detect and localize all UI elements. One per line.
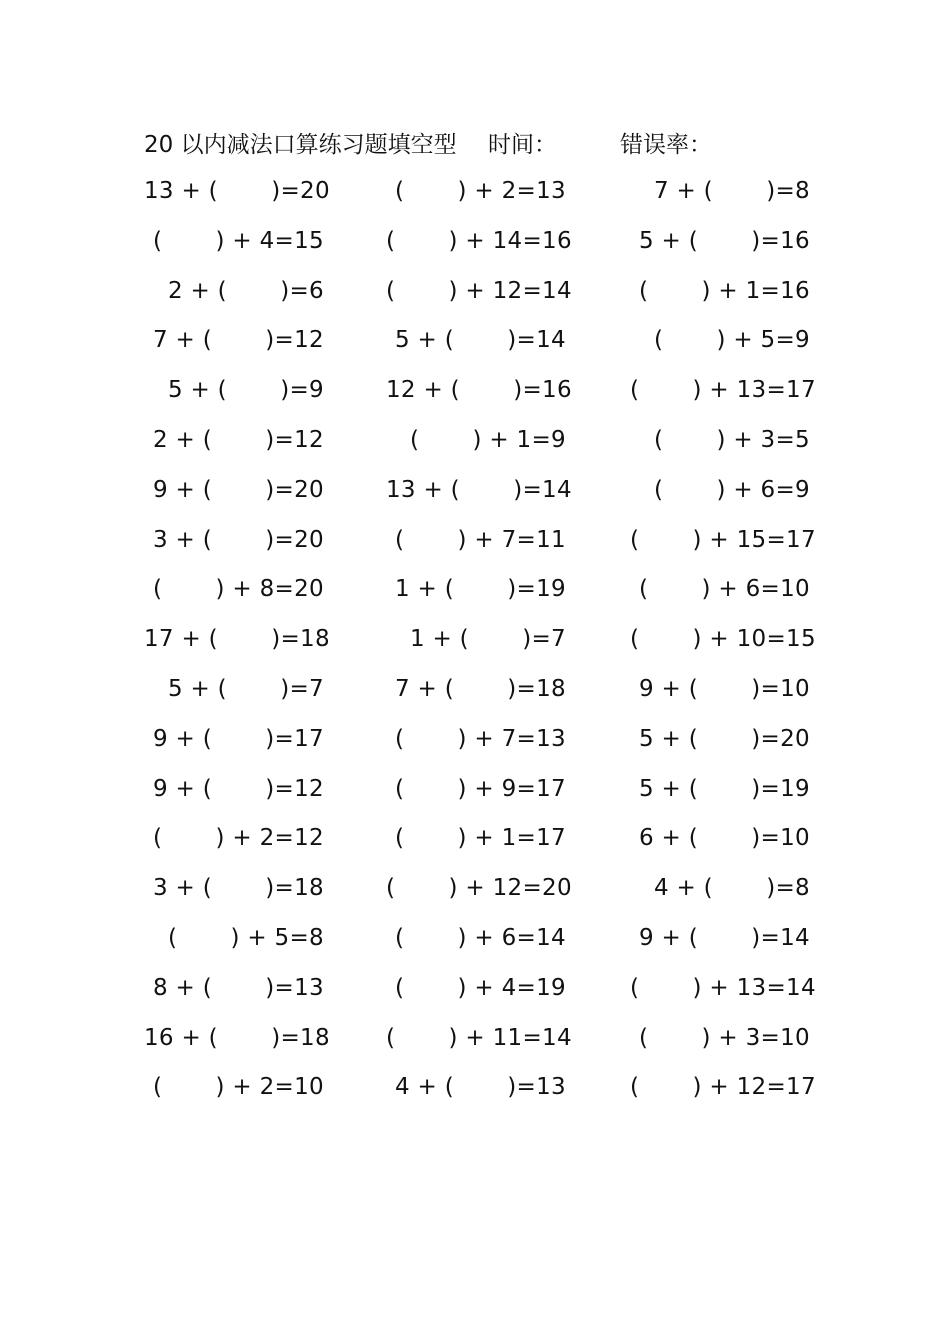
problem-item: ( ) + 12=20	[386, 875, 572, 902]
problem-item: ( ) + 3=10	[639, 1024, 810, 1051]
problem-item: ( ) + 14=16	[386, 227, 572, 254]
problem-item: 9 + ( )=14	[639, 924, 810, 951]
problem-column-2	[386, 174, 572, 1120]
problem-item: ( ) + 10=15	[630, 626, 816, 653]
problem-item: ( ) + 13=14	[630, 974, 816, 1001]
problem-item: 1 + ( )=19	[395, 576, 566, 603]
problem-item: 8 + ( )=13	[153, 974, 324, 1001]
problem-item: ( ) + 7=13	[395, 725, 566, 752]
problem-item: ( ) + 6=10	[639, 576, 810, 603]
problem-item: 6 + ( )=10	[639, 825, 810, 852]
problem-item: ( ) + 8=20	[153, 576, 324, 603]
problem-item: ( ) + 12=14	[386, 277, 572, 304]
worksheet-header	[0, 126, 950, 158]
problem-item: 7 + ( )=12	[153, 327, 324, 354]
problem-item: 5 + ( )=20	[639, 725, 810, 752]
problem-item: 5 + ( )=19	[639, 775, 810, 802]
problem-item: 9 + ( )=20	[153, 476, 324, 503]
problem-item: 5 + ( )=16	[639, 227, 810, 254]
problem-item: 2 + ( )=6	[167, 277, 324, 304]
problem-item: ( ) + 1=9	[409, 426, 566, 453]
problem-column-1	[144, 174, 330, 1120]
problem-item: 16 + ( )=18	[144, 1024, 330, 1051]
problem-item: ( ) + 9=17	[395, 775, 566, 802]
problem-column-3	[630, 174, 816, 1120]
problem-item: ( ) + 3=5	[653, 426, 810, 453]
problem-item: ( ) + 2=12	[153, 825, 324, 852]
problem-item: 7 + ( )=8	[653, 178, 810, 204]
problem-item: ( ) + 6=9	[653, 476, 810, 503]
problem-item: ( ) + 1=17	[395, 825, 566, 852]
problem-item: 17 + ( )=18	[144, 626, 330, 653]
problem-item: 12 + ( )=16	[386, 377, 572, 404]
error-rate-label: 错误率：	[620, 132, 712, 158]
problem-item: ( ) + 7=11	[395, 526, 566, 553]
problem-item: 1 + ( )=7	[409, 626, 566, 653]
problem-item: 3 + ( )=20	[153, 526, 324, 553]
problem-item: ( ) + 11=14	[386, 1024, 572, 1051]
problem-item: ( ) + 15=17	[630, 526, 816, 553]
time-label: 时间：	[488, 132, 557, 158]
problem-item: ( ) + 13=17	[630, 377, 816, 404]
problem-item: ( ) + 6=14	[395, 924, 566, 951]
problem-item: ( ) + 4=19	[395, 974, 566, 1001]
problem-item: 4 + ( )=13	[395, 1074, 566, 1101]
problem-item: 5 + ( )=7	[167, 675, 324, 702]
problem-item: ( ) + 5=8	[167, 924, 324, 951]
problem-item: ( ) + 2=10	[153, 1074, 324, 1101]
problem-item: 4 + ( )=8	[653, 875, 810, 902]
problem-item: ( ) + 4=15	[153, 227, 324, 254]
problem-item: 13 + ( )=14	[386, 476, 572, 503]
problem-item: 7 + ( )=18	[395, 675, 566, 702]
worksheet-title: 20 以内减法口算练习题填空型	[144, 132, 457, 158]
problem-item: ( ) + 2=13	[395, 178, 566, 204]
problem-item: ( ) + 12=17	[630, 1074, 816, 1101]
problem-item: 5 + ( )=14	[395, 327, 566, 354]
problem-item: 3 + ( )=18	[153, 875, 324, 902]
problem-item: 9 + ( )=12	[153, 775, 324, 802]
problem-item: 9 + ( )=10	[639, 675, 810, 702]
problem-item: ( ) + 5=9	[653, 327, 810, 354]
problem-item: 13 + ( )=20	[144, 178, 330, 204]
problem-item: 2 + ( )=12	[153, 426, 324, 453]
problem-item: 9 + ( )=17	[153, 725, 324, 752]
problem-item: 5 + ( )=9	[167, 377, 324, 404]
problem-item: ( ) + 1=16	[639, 277, 810, 304]
